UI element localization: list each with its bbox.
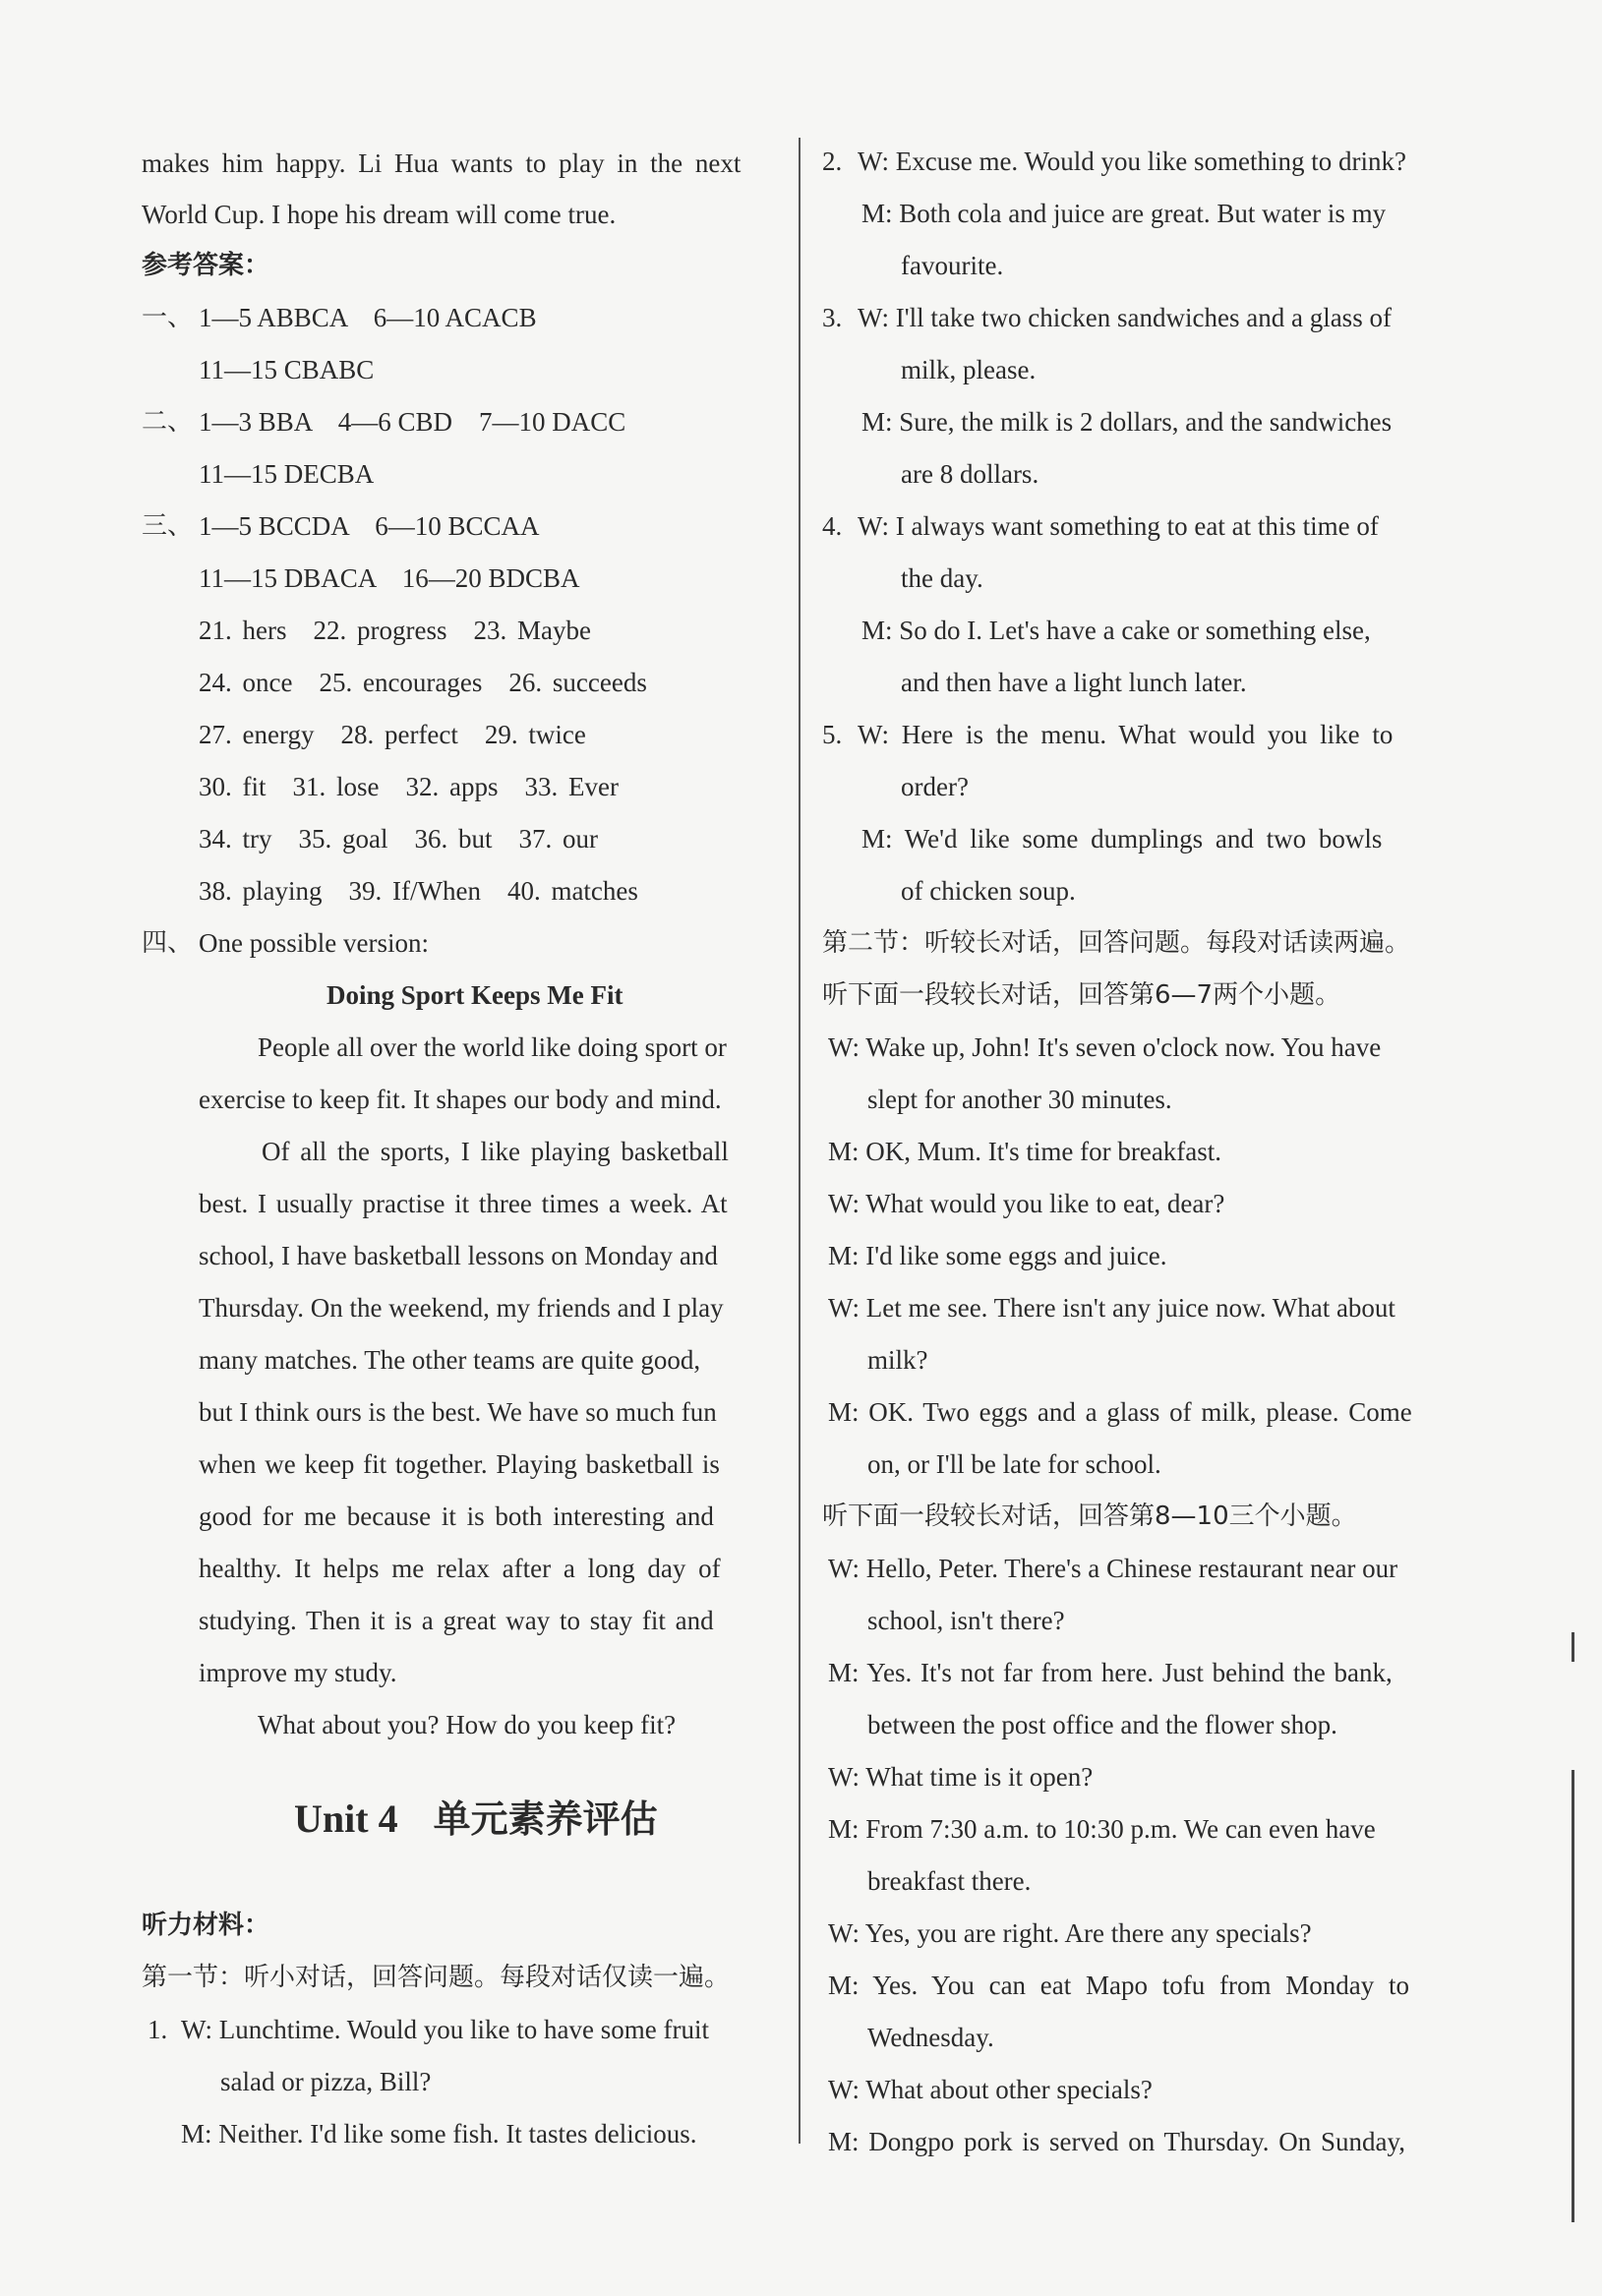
section4-label: One possible version: [199, 928, 429, 958]
q5-number: 5. [822, 720, 843, 749]
dialog1-line: M: OK. Two eggs and a glass of milk, please. Come [828, 1397, 1412, 1427]
part1-instruction: 第一节：听小对话，回答问题。每段对话仅读一遍。 [142, 1963, 731, 1992]
essay-line: studying. Then it is a great way to stay fit and [199, 1606, 714, 1635]
section3-line-7: 34. try 35. goal 36. but 37. our [199, 824, 598, 854]
section3-line-6: 30. fit 31. lose 32. apps 33. Ever [199, 772, 619, 801]
q3-woman-line-1: W: I'll take two chicken sandwiches and a glass of [858, 303, 1392, 332]
dialog2-line: breakfast there. [867, 1866, 1032, 1896]
essay-line: many matches. The other teams are quite good, [199, 1345, 701, 1375]
section4-marker: 四、 [142, 928, 194, 958]
part2-instruction: 第二节：听较长对话，回答问题。每段对话读两遍。 [822, 928, 1411, 958]
dialog1-instruction: 听下面一段较长对话，回答第6—7两个小题。 [822, 980, 1341, 1010]
essay-line: Of all the sports, I like playing basketball [262, 1137, 729, 1166]
q4-man-line-2: and then have a light lunch later. [901, 668, 1247, 697]
essay-line: when we keep fit together. Playing basketball is [199, 1449, 720, 1479]
intro-line-2: World Cup. I hope his dream will come true. [142, 200, 617, 229]
dialog1-line: on, or I'll be late for school. [867, 1449, 1161, 1479]
q3-number: 3. [822, 303, 843, 332]
unit-heading [294, 1796, 658, 1843]
section3-line-8: 38. playing 39. If/When 40. matches [199, 876, 638, 906]
q5-woman-line-1: W: Here is the menu. What would you like to [858, 720, 1394, 749]
q4-woman-line-2: the day. [901, 563, 983, 593]
q4-man-line-1: M: So do I. Let's have a cake or something else, [861, 616, 1371, 645]
q2-number: 2. [822, 147, 843, 176]
dialog2-line: W: Hello, Peter. There's a Chinese restaurant near our [828, 1554, 1398, 1583]
essay-line: exercise to keep fit. It shapes our body and mind. [199, 1085, 722, 1114]
essay-line: good for me because it is both interesting and [199, 1501, 714, 1531]
section2-marker: 二、 [142, 407, 194, 437]
q1-number: 1. [148, 2015, 168, 2044]
dialog2-line: M: From 7:30 a.m. to 10:30 p.m. We can even have [828, 1814, 1376, 1844]
section2-line-1: 1—3 BBA 4—6 CBD 7—10 DACC [199, 407, 626, 437]
q3-man-line-2: are 8 dollars. [901, 459, 1039, 489]
essay-title: Doing Sport Keeps Me Fit [326, 980, 623, 1010]
dialog1-line: W: What would you like to eat, dear? [828, 1189, 1225, 1218]
q4-woman-line-1: W: I always want something to eat at this time of [858, 511, 1379, 541]
essay-line: best. I usually practise it three times a week. At [199, 1189, 728, 1218]
answers-heading: 参考答案： [142, 251, 270, 280]
q1-woman-line-1: W: Lunchtime. Would you like to have some fruit [181, 2015, 709, 2044]
section3-line-2: 11—15 DBACA 16—20 BDCBA [199, 563, 580, 593]
dialog1-line: W: Wake up, John! It's seven o'clock now. You have [828, 1032, 1382, 1062]
section1-marker: 一、 [142, 303, 194, 332]
q2-woman-line: W: Excuse me. Would you like something to drink? [858, 147, 1406, 176]
q4-number: 4. [822, 511, 843, 541]
section3-marker: 三、 [142, 511, 194, 541]
unit-subtitle: 单元素养评估 [433, 1797, 658, 1841]
q2-man-line-2: favourite. [901, 251, 1004, 280]
dialog2-line: school, isn't there? [867, 1606, 1065, 1635]
dialog2-line: W: What about other specials? [828, 2075, 1153, 2104]
dialog1-line: milk? [867, 1345, 928, 1375]
intro-line-1: makes him happy. Li Hua wants to play in the next [142, 148, 742, 178]
essay-line: improve my study. [199, 1658, 397, 1687]
q2-man-line-1: M: Both cola and juice are great. But water is my [861, 199, 1387, 228]
essay-line: but I think ours is the best. We have so much fun [199, 1397, 717, 1427]
dialog2-line: M: Yes. You can eat Mapo tofu from Monday to [828, 1971, 1409, 2000]
essay-line: People all over the world like doing sport or [258, 1032, 727, 1062]
q1-woman-line-2: salad or pizza, Bill? [220, 2067, 432, 2096]
dialog1-line: M: OK, Mum. It's time for breakfast. [828, 1137, 1222, 1166]
dialog1-line: M: I'd like some eggs and juice. [828, 1241, 1167, 1270]
section3-line-5: 27. energy 28. perfect 29. twice [199, 720, 586, 749]
dialog2-instruction: 听下面一段较长对话，回答第8—10三个小题。 [822, 1501, 1357, 1531]
column-divider [799, 138, 801, 2144]
section3-line-4: 24. once 25. encourages 26. succeeds [199, 668, 647, 697]
dialog2-line: W: Yes, you are right. Are there any specials? [828, 1918, 1312, 1948]
dialog2-line: W: What time is it open? [828, 1762, 1094, 1792]
dialog2-line: M: Yes. It's not far from here. Just behind the bank, [828, 1658, 1393, 1687]
dialog1-line: W: Let me see. There isn't any juice now. What about [828, 1293, 1395, 1323]
essay-line: healthy. It helps me relax after a long day of [199, 1554, 721, 1583]
dialog2-line: Wednesday. [867, 2023, 994, 2052]
scan-edge-mark [1572, 1632, 1574, 1662]
section1-line-2: 11—15 CBABC [199, 355, 375, 384]
unit-title: Unit 4 [294, 1796, 398, 1841]
dialog1-line: slept for another 30 minutes. [867, 1085, 1172, 1114]
q1-man-line: M: Neither. I'd like some fish. It tastes delicious. [181, 2119, 697, 2149]
scan-edge-mark [1572, 1770, 1574, 2222]
section2-line-2: 11—15 DECBA [199, 459, 375, 489]
essay-line: school, I have basketball lessons on Monday and [199, 1241, 718, 1270]
q3-man-line-1: M: Sure, the milk is 2 dollars, and the sandwiches [861, 407, 1393, 437]
q3-woman-line-2: milk, please. [901, 355, 1037, 384]
listening-heading: 听力材料： [142, 1911, 270, 1940]
section3-line-3: 21. hers 22. progress 23. Maybe [199, 616, 591, 645]
q5-man-line-2: of chicken soup. [901, 876, 1076, 906]
dialog2-line: M: Dongpo pork is served on Thursday. On Sunday, [828, 2127, 1405, 2156]
q5-woman-line-2: order? [901, 772, 969, 801]
essay-line: What about you? How do you keep fit? [258, 1710, 677, 1739]
dialog2-line: between the post office and the flower shop. [867, 1710, 1337, 1739]
q5-man-line-1: M: We'd like some dumplings and two bowls [861, 824, 1383, 854]
section1-line-1: 1—5 ABBCA 6—10 ACACB [199, 303, 537, 332]
section3-line-1: 1—5 BCCDA 6—10 BCCAA [199, 511, 540, 541]
essay-line: Thursday. On the weekend, my friends and I play [199, 1293, 724, 1323]
